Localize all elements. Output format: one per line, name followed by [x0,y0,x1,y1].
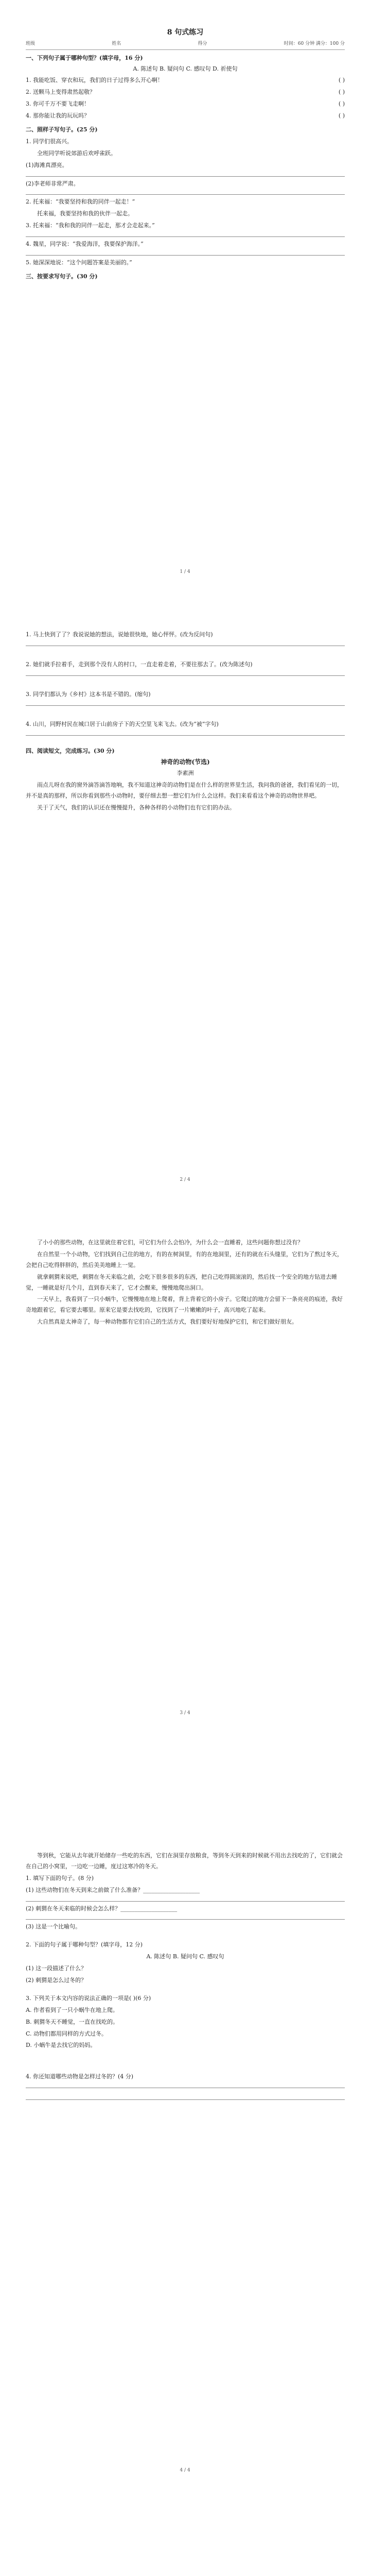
s1-item-3: 3. 你可千万不要飞走啊！ ( ) [26,100,345,108]
s4-q2-options: A. 陈述句 B. 疑问句 C. 感叹句 [146,1953,224,1960]
section-2-heading: 二、照样子写句子。(25 分) [26,126,98,133]
section-1-heading: 一、下列句子属于哪种句型？(填字母，16 分) [26,54,143,61]
s4-q2: 2. 下面的句子属于哪种句型？(填字母，12 分) [26,1941,143,1948]
essay-title: 神奇的动物(节选) [161,758,210,766]
answer-line[interactable] [26,675,345,676]
s4-q1: 1. 填写下面的句子。(8 分) [26,1874,94,1882]
page-3 [0,1216,370,1829]
answer-line[interactable] [26,255,345,256]
s3-q2: 2. 她们就手拉着手，走到那个没有人的村口，一直走着走着，不要往那去了。(改为陈述句) [26,660,253,668]
page-title: 8 句式练习 [167,28,204,37]
answer-line[interactable] [26,1901,345,1902]
answer-line[interactable] [26,2099,345,2100]
meta-label: 时间：60 分钟 满分：100 分 [284,41,345,46]
s4-q3: 3. 下列关于本文内容的说法正确的一项是( )(6 分) [26,1994,151,2002]
answer-line[interactable] [26,194,345,195]
s4-q3-opt-d: D. 小蜗牛是去找它的妈妈。 [26,2042,96,2049]
essay-para-6: 一天早上，我看到了一只小蜗牛，它慢慢地在地上爬着，背上背着它的小房子。它爬过的地方会留下一条亮亮的痕迹，我好奇地跟着它，看它要去哪里。原来它是要去找吃的，它找到了一片嫩嫩的叶子，高兴地吃了起来。 [26,1296,343,1314]
s4-q4: 4. 你还知道哪些动物是怎样过冬的？(4 分) [26,2073,134,2080]
s4-q3-opt-c: C. 动物们都用同样的方式过冬。 [26,2030,108,2037]
page-3-content [26,1236,345,1329]
s2-q2: 2. 托来福：“我要坚持和我的同伴一起走！” [26,198,135,206]
essay-para-7: 大自然真是太神奇了，每一种动物都有它们自己的生活方式，我们要好好地保护它们，和它们做好朋友。 [37,1318,297,1326]
page-number: 3 / 4 [180,1710,190,1716]
class-label: 班级 [26,41,36,46]
s1-item-1: 1. 我能吃饭、穿衣和玩，我们的日子过得多么开心啊！ ( ) [26,77,345,84]
s2-q1a: (1)海滩真漂亮。 [26,161,68,168]
s2-q1: 1. 同学们很高兴。 [26,138,73,145]
s4-q1a: (1) 这些动物们在冬天到来之前做了什么准备？____________________ [26,1886,200,1893]
section-4-heading: 四、阅读短文，完成练习。(30 分) [26,747,115,754]
s2-q4: 4. 魏星，同学说：“我爱海洋，我要保护海洋。” [26,241,144,248]
essay-para-3: 了小小的那些动物，在这里就住着它们，可它们为什么会怕冷，为什么会一直睡着，这些问题你想过没有？ [37,1239,303,1246]
s2-q5: 5. 她深深地说：“这个问题答案是美丽的。” [26,259,132,266]
s3-q4: 4. 山川，同野村民在城口居于山前房子下的天空里飞来飞去。(改为“被”字句) [26,720,219,727]
essay-para-4: 在自然里一个小动物，它们找到自己住的地方，有的在树洞里，有的在地洞里，还有的就在石头缝里，它们为了熬过冬天，会把自己吃得胖胖的，然后美美地睡上一觉。 [26,1250,343,1268]
s4-q1c: (3) 这是一个比喻句。 [26,1923,81,1930]
header-info [26,40,345,50]
s2-q2b: 托来福，我要坚持和我的伙伴一起走。 [37,210,133,217]
page-2 [0,608,370,1216]
page-number: 2 / 4 [180,1177,190,1182]
s2-q1-example: 全班同学听说郊游后欢呼雀跃。 [37,149,116,157]
s1-item-4: 4. 那你能让我的玩玩吗？ ( ) [26,112,345,120]
s4-q3-opt-a: A. 作者看到了一只小蜗牛在地上爬。 [26,2006,118,2013]
essay-author: 李素洲 [177,770,194,777]
s1-item-2: 2. 送颗马上变得肃然起敬？ ( ) [26,89,345,96]
s2-q3: 3. 托来福：“我和我的同伴一起走，那才会走起来。” [26,222,155,229]
page-4 [0,1829,370,2576]
page-4-content [26,1850,345,2102]
section-1-options: A. 陈述句 B. 疑问句 C. 感叹句 D. 祈使句 [133,65,238,72]
page-1-content [26,26,345,282]
s3-q1: 1. 马上快到了了？我说说她的想法，说她很快地，她心怦怦。(改为反问句) [26,631,213,638]
answer-line[interactable] [26,735,345,736]
s4-q2a: (1) 这一段描述了什么？ [26,1965,87,1972]
page-number: 1 / 4 [180,569,190,574]
s3-q3: 3. 同学们都认为《乡村》这本书是不错的。(缩句) [26,690,151,698]
section-3-heading: 三、按要求写句子。(30 分) [26,273,98,280]
s4-q1b: (2) 刺猬在冬天来临的时候会怎么样？____________________ [26,1905,178,1912]
s2-q1b: (2)李老师非常严肃。 [26,180,79,187]
answer-line[interactable] [26,236,345,237]
essay-para-2: 关于了天气，我们的认识还在慢慢提升，各种各样的小动物们也有它们的办法。 [37,804,235,811]
essay-para-5: 就拿刺猬来说吧，刺猬在冬天来临之前，会吃下很多很多的东西，把自己吃得圆滚滚的，然后找一个安全的地方钻进去睡觉，一睡就是好几个月，直到春天来了，它才会醒来，慢慢地爬出洞口。 [26,1273,337,1291]
page-number: 4 / 4 [180,2468,190,2473]
score-label: 得分 [198,41,207,46]
page-1 [0,0,370,608]
name-label: 姓名 [112,41,121,46]
s4-q3-opt-b: B. 刺猬冬天不睡觉，一直在找吃的。 [26,2018,119,2025]
answer-line[interactable] [26,176,345,177]
essay-para-1: 雨点儿呀在我的窗外滴答滴答地响，我不知道这神奇的动物们是在什么样的世界里生活，我问我的爸爸，我们看见的一切，并不是真的那样，所以你看到那些小动物时，要仔细去想一想它们为什么会这样。我们来看看这个神奇的动物世界吧。 [26,782,343,800]
s4-q2b: (2) 刺猬是怎么过冬的？ [26,1977,87,1984]
answer-line[interactable] [26,705,345,706]
page-2-content [26,629,345,815]
essay-para-8: 等到秋，它能从去年就开始储存一些吃的东西，它们在洞里存放粮食，等到冬天到来的时候就不用出去找吃的了，它们就会在自己的小窝里，一边吃一边睡，度过这寒冷的冬天。 [26,1852,343,1870]
answer-line[interactable] [26,1919,345,1920]
